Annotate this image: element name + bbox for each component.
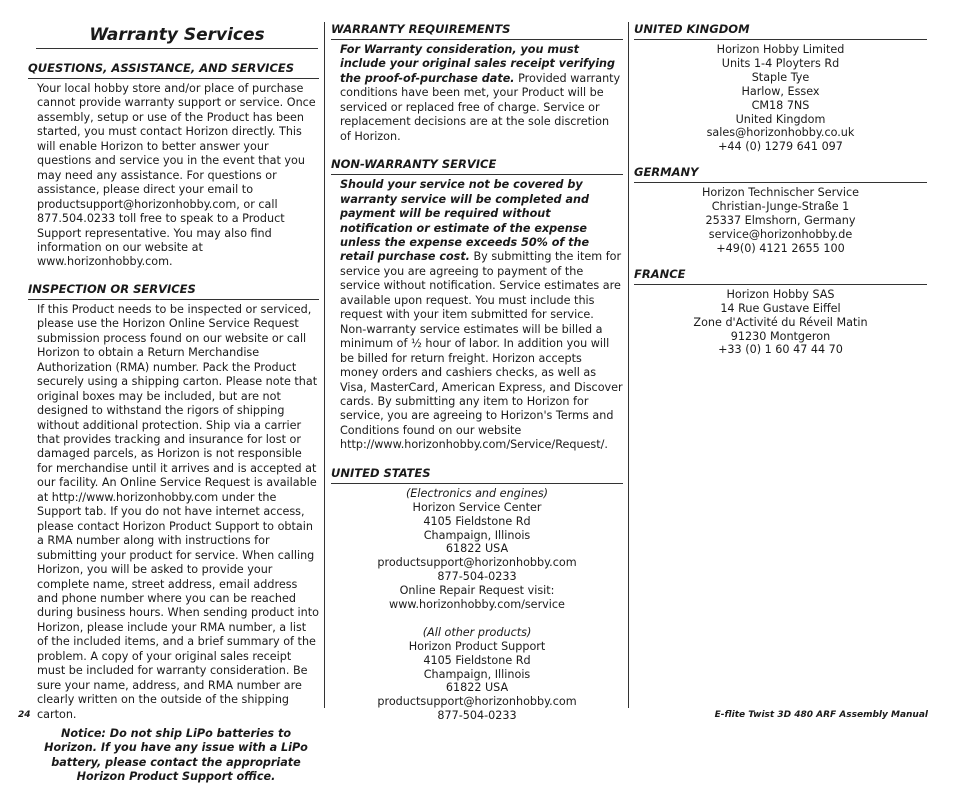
address-line: 91230 Montgeron xyxy=(730,329,831,343)
column-divider-1 xyxy=(324,22,325,708)
requirements-bold: For Warranty consideration, you must include your original sales receipt verifying the proof-of-purchase date. xyxy=(340,43,615,85)
questions-heading: QUESTIONS, ASSISTANCE, AND SERVICES xyxy=(28,61,319,79)
non-warranty-rest: By submitting the item for service you are agreeing to payment of the service without notification. Service estimates are available upon request. You must include this request with your item submitted for service. Non-warranty service estimates will be billed a minimum of ½ hour of labor. In addition you will be billed for return freight. Horizon accepts money orders and cashiers checks, as well as Visa, MasterCard, American Express, and Discover cards. By submitting any item to Horizon for service, you are agreeing to Horizon's Terms and Conditions found on our website http://www.horizonhobby.com/Service/Request/. xyxy=(340,250,623,452)
column-right xyxy=(634,22,927,357)
france-address xyxy=(634,288,927,358)
us-address xyxy=(331,487,623,723)
page-number: 24 xyxy=(18,710,31,720)
non-warranty-heading: NON-WARRANTY SERVICE xyxy=(331,157,623,175)
address-line: 4105 Fieldstone Rd xyxy=(423,514,531,528)
address-line: 61822 USA xyxy=(445,542,509,556)
address-line: Champaign, Illinois xyxy=(423,667,531,681)
requirements-text xyxy=(340,43,623,144)
address-line: +44 (0) 1279 641 097 xyxy=(718,140,843,154)
address-line: productsupport@horizonhobby.com xyxy=(377,695,577,709)
column-left xyxy=(28,22,319,785)
address-line: Staple Tye xyxy=(751,70,810,84)
uk-address xyxy=(634,43,927,154)
requirements-heading: WARRANTY REQUIREMENTS xyxy=(331,22,623,40)
questions-text: Your local hobby store and/or place of purchase cannot provide warranty support or service. Once assembly, setup or use of the Product has been started, you must contact Horizon directly. This will enable Horizon to better answer your questions and service you in the event that you may need any assistance. For questions or assistance, please direct your email to productsupport@horizonhobby.com, or call 877.504.0233 toll free to speak to a Product Support representative. You may also find information on our website at www.horizonhobby.com. xyxy=(37,82,316,269)
address-line: 61822 USA xyxy=(445,681,509,695)
column-divider-2 xyxy=(628,22,629,708)
address-line: Christian-Junge-Straße 1 xyxy=(711,200,850,214)
france-heading: FRANCE xyxy=(634,267,927,285)
address-line: Horizon Service Center xyxy=(412,500,542,514)
address-line: Champaign, Illinois xyxy=(423,528,531,542)
address-line: Online Repair Request visit: xyxy=(399,584,555,598)
lipo-notice: Notice: Do not ship LiPo batteries to Horizon. If you have any issue with a LiPo battery, please contact the appropriate Horizon Product Support office. xyxy=(44,727,308,784)
us-heading: UNITED STATES xyxy=(331,466,623,484)
us-block1-label: (Electronics and engines) xyxy=(405,486,549,500)
page-title: Warranty Services xyxy=(36,25,318,49)
inspection-text: If this Product needs to be inspected or serviced, please use the Horizon Online Service Request submission process found on our website or call Horizon to obtain a Return Merchandise Authorization (RMA) number. Pack the Product securely using a shipping carton. Please note that original boxes may be included, but are not designed to withstand the rigors of shipping without additional protection. Ship via a carrier that provides tracking and insurance for lost or damaged parcels, as Horizon is not responsible for merchandise until it arrives and is accepted at our facility. An Online Service Request is available at http://www.horizonhobby.com under the Support tab. If you do not have internet access, please contact Horizon Product Support to obtain a RMA number along with instructions for submitting your product for service. When calling Horizon, you will be asked to provide your complete name, street address, email address and phone number where you can be reached during business hours. When sending product into Horizon, please include your RMA number, a list of the included items, and a brief summary of the problem. A copy of your original sales receipt must be included for warranty consideration. Be sure your name, address, and RMA number are clearly written on the outside of the shipping carton. xyxy=(37,302,319,721)
address-line: Harlow, Essex xyxy=(741,84,820,98)
us-block2-label: (All other products) xyxy=(422,625,532,639)
address-line: 25337 Elmshorn, Germany xyxy=(705,214,856,228)
address-line: +33 (0) 1 60 47 44 70 xyxy=(718,343,843,357)
address-line: Horizon Product Support xyxy=(408,639,546,653)
address-line: Zone d'Activité du Réveil Matin xyxy=(693,315,868,329)
address-line: +49(0) 4121 2655 100 xyxy=(716,241,845,255)
address-line: Horizon Hobby SAS xyxy=(726,287,835,301)
address-line: United Kingdom xyxy=(735,112,826,126)
inspection-heading: INSPECTION OR SERVICES xyxy=(28,282,319,300)
footer-title: E-flite Twist 3D 480 ARF Assembly Manual xyxy=(714,710,928,720)
address-line: www.horizonhobby.com/service xyxy=(389,598,565,612)
address-line: 877-504-0233 xyxy=(437,709,517,723)
germany-address xyxy=(634,186,927,256)
column-middle xyxy=(331,22,623,723)
address-line: 14 Rue Gustave Eiffel xyxy=(720,301,841,315)
uk-heading: UNITED KINGDOM xyxy=(634,22,927,40)
address-line: Horizon Hobby Limited xyxy=(716,43,845,56)
address-line: Units 1-4 Ployters Rd xyxy=(721,56,840,70)
non-warranty-text xyxy=(340,178,623,453)
address-line: sales@horizonhobby.co.uk xyxy=(706,126,855,140)
germany-heading: GERMANY xyxy=(634,165,927,183)
address-line: Horizon Technischer Service xyxy=(701,186,860,200)
address-line: 877-504-0233 xyxy=(437,570,517,584)
address-line: service@horizonhobby.de xyxy=(708,227,853,241)
address-line: CM18 7NS xyxy=(751,98,810,112)
address-line: productsupport@horizonhobby.com xyxy=(377,556,577,570)
address-line: 4105 Fieldstone Rd xyxy=(423,653,531,667)
non-warranty-bold: Should your service not be covered by warranty service will be completed and payment will be required without notification or estimate of the expense unless the expense exceeds 50% of the retail purchase cost. xyxy=(340,178,590,264)
requirements-rest: Provided warranty conditions have been met, your Product will be serviced or replaced free of charge. Service or replacement decisions are at the sole discretion of Horizon. xyxy=(340,71,621,143)
